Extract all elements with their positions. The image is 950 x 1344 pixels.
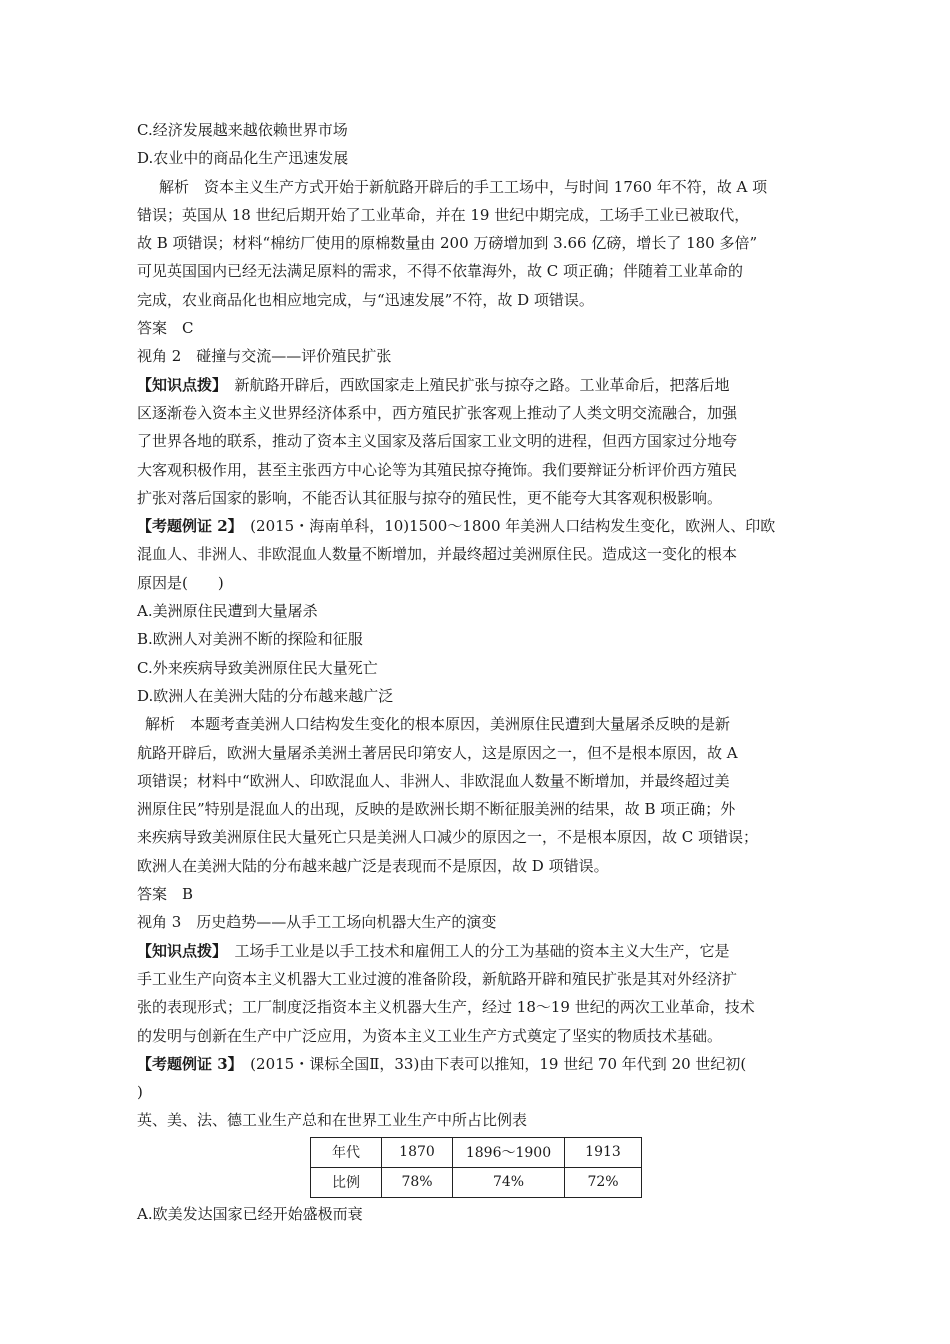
analysis-line: 航路开辟后，欧洲大量屠杀美洲土著居民印第安人，这是原因之一，但不是根本原因，故 A [137, 743, 738, 762]
knowledge-line: 区逐渐卷入资本主义世界经济体系中，西方殖民扩张客观上推动了人类文明交流融合，加强 [137, 403, 738, 422]
knowledge-line: 大客观积极作用，甚至主张西方中心论等为其殖民掠夺掩饰。我们要辩证分析评价西方殖民 [137, 460, 738, 479]
option-c: C.外来疾病导致美洲原住民大量死亡 [137, 658, 378, 677]
option-c-prev: C.经济发展越来越依赖世界市场 [137, 121, 348, 139]
document-page [137, 116, 820, 1228]
option-b: B.欧洲人对美洲不断的探险和征服 [137, 630, 363, 649]
table-cell: 74% [453, 1167, 565, 1197]
knowledge-point-2 [137, 371, 820, 399]
section-heading-3: 视角 3 历史趋势——从手工工场向机器大生产的演变 [137, 913, 497, 932]
table-cell: 比例 [311, 1167, 382, 1197]
analysis-line: 项错误；材料中“欧洲人、印欧混血人、非洲人、非欧混血人数量不断增加，并最终超过美 [137, 771, 730, 790]
example-3 [137, 1050, 820, 1078]
example-line: ) [137, 1083, 143, 1102]
example-tag: 【考题例证 3】 [137, 1054, 236, 1073]
knowledge-tag: 【知识点拨】 [137, 375, 220, 394]
option-a: A.欧美发达国家已经开始盛极而衰 [137, 1204, 363, 1223]
example-text: (2015・课标全国Ⅱ，33)由下表可以推知，19 世纪 70 年代到 20 世纪初( [235, 1054, 747, 1073]
table-cell: 78% [382, 1167, 453, 1197]
analysis-line: 解析 资本主义生产方式开始于新航路开辟后的手工工场中，与时间 1760 年不符，故 A 项 [159, 177, 768, 196]
table-cell: 1870 [382, 1137, 453, 1167]
example-2 [137, 512, 820, 540]
section-heading-2: 视角 2 碰撞与交流——评价殖民扩张 [137, 347, 392, 366]
example-line: 混血人、非洲人、非欧混血人数量不断增加，并最终超过美洲原住民。造成这一变化的根本 [137, 545, 738, 564]
knowledge-text: 工场手工业是以手工技术和雇佣工人的分工为基础的资本主义大生产，它是 [219, 941, 730, 960]
analysis-line: 完成，农业商品化也相应地完成，与“迅速发展”不符，故 D 项错误。 [137, 290, 594, 309]
option-d-prev: D.农业中的商品化生产迅速发展 [137, 149, 349, 168]
table-row [311, 1137, 642, 1167]
example-text: (2015・海南单科，10)1500～1800 年美洲人口结构发生变化，欧洲人、印欧 [235, 517, 776, 536]
answer-line: 答案 C [137, 319, 194, 338]
table-cell: 72% [565, 1167, 642, 1197]
analysis-line: 洲原住民”特别是混血人的出现，反映的是欧洲长期不断征服美洲的结果，故 B 项正确；外 [137, 800, 736, 819]
knowledge-text: 新航路开辟后，西欧国家走上殖民扩张与掠夺之路。工业革命后，把落后地 [219, 375, 730, 394]
table-row [311, 1167, 642, 1197]
knowledge-line: 的发明与创新在生产中广泛应用，为资本主义工业生产方式奠定了坚实的物质技术基础。 [137, 1026, 723, 1045]
analysis-line: 故 B 项错误；材料“棉纺厂使用的原棉数量由 200 万磅增加到 3.66 亿磅，增长了 180 多倍” [137, 234, 758, 253]
knowledge-line: 张的表现形式；工厂制度泛指资本主义机器大生产，经过 18～19 世纪的两次工业革命，技术 [137, 998, 755, 1017]
option-a: A.美洲原住民遭到大量屠杀 [137, 602, 318, 621]
example-line: 原因是( ) [137, 573, 224, 592]
proportion-table [310, 1137, 642, 1198]
analysis-line: 错误；英国从 18 世纪后期开始了工业革命，并在 19 世纪中期完成，工场手工业已被取代， [137, 205, 750, 224]
analysis-line: 来疾病导致美洲原住民大量死亡只是美洲人口减少的原因之一，不是根本原因，故 C 项错误； [137, 828, 759, 847]
analysis-line: 欧洲人在美洲大陆的分布越来越广泛是表现而不是原因，故 D 项错误。 [137, 856, 609, 875]
knowledge-line: 了世界各地的联系，推动了资本主义国家及落后国家工业文明的进程，但西方国家过分地夸 [137, 432, 738, 451]
table-cell: 1913 [565, 1137, 642, 1167]
knowledge-line: 扩张对落后国家的影响，不能否认其征服与掠夺的殖民性，更不能夸大其客观积极影响。 [137, 488, 723, 507]
example-tag: 【考题例证 2】 [137, 517, 236, 536]
table-cell: 年代 [311, 1137, 382, 1167]
knowledge-line: 手工业生产向资本主义机器大工业过渡的准备阶段，新航路开辟和殖民扩张是其对外经济扩 [137, 969, 738, 988]
option-d: D.欧洲人在美洲大陆的分布越来越广泛 [137, 686, 394, 705]
knowledge-point-3 [137, 937, 820, 965]
analysis-line: 解析 本题考查美洲人口结构发生变化的根本原因，美洲原住民遭到大量屠杀反映的是新 [145, 715, 731, 734]
knowledge-tag: 【知识点拨】 [137, 941, 220, 960]
table-cell: 1896～1900 [453, 1137, 565, 1167]
answer-line: 答案 B [137, 885, 194, 904]
table-title: 英、美、法、德工业生产总和在世界工业生产中所占比例表 [137, 1111, 528, 1130]
analysis-line: 可见英国国内已经无法满足原料的需求，不得不依靠海外，故 C 项正确；伴随着工业革命的 [137, 262, 744, 281]
